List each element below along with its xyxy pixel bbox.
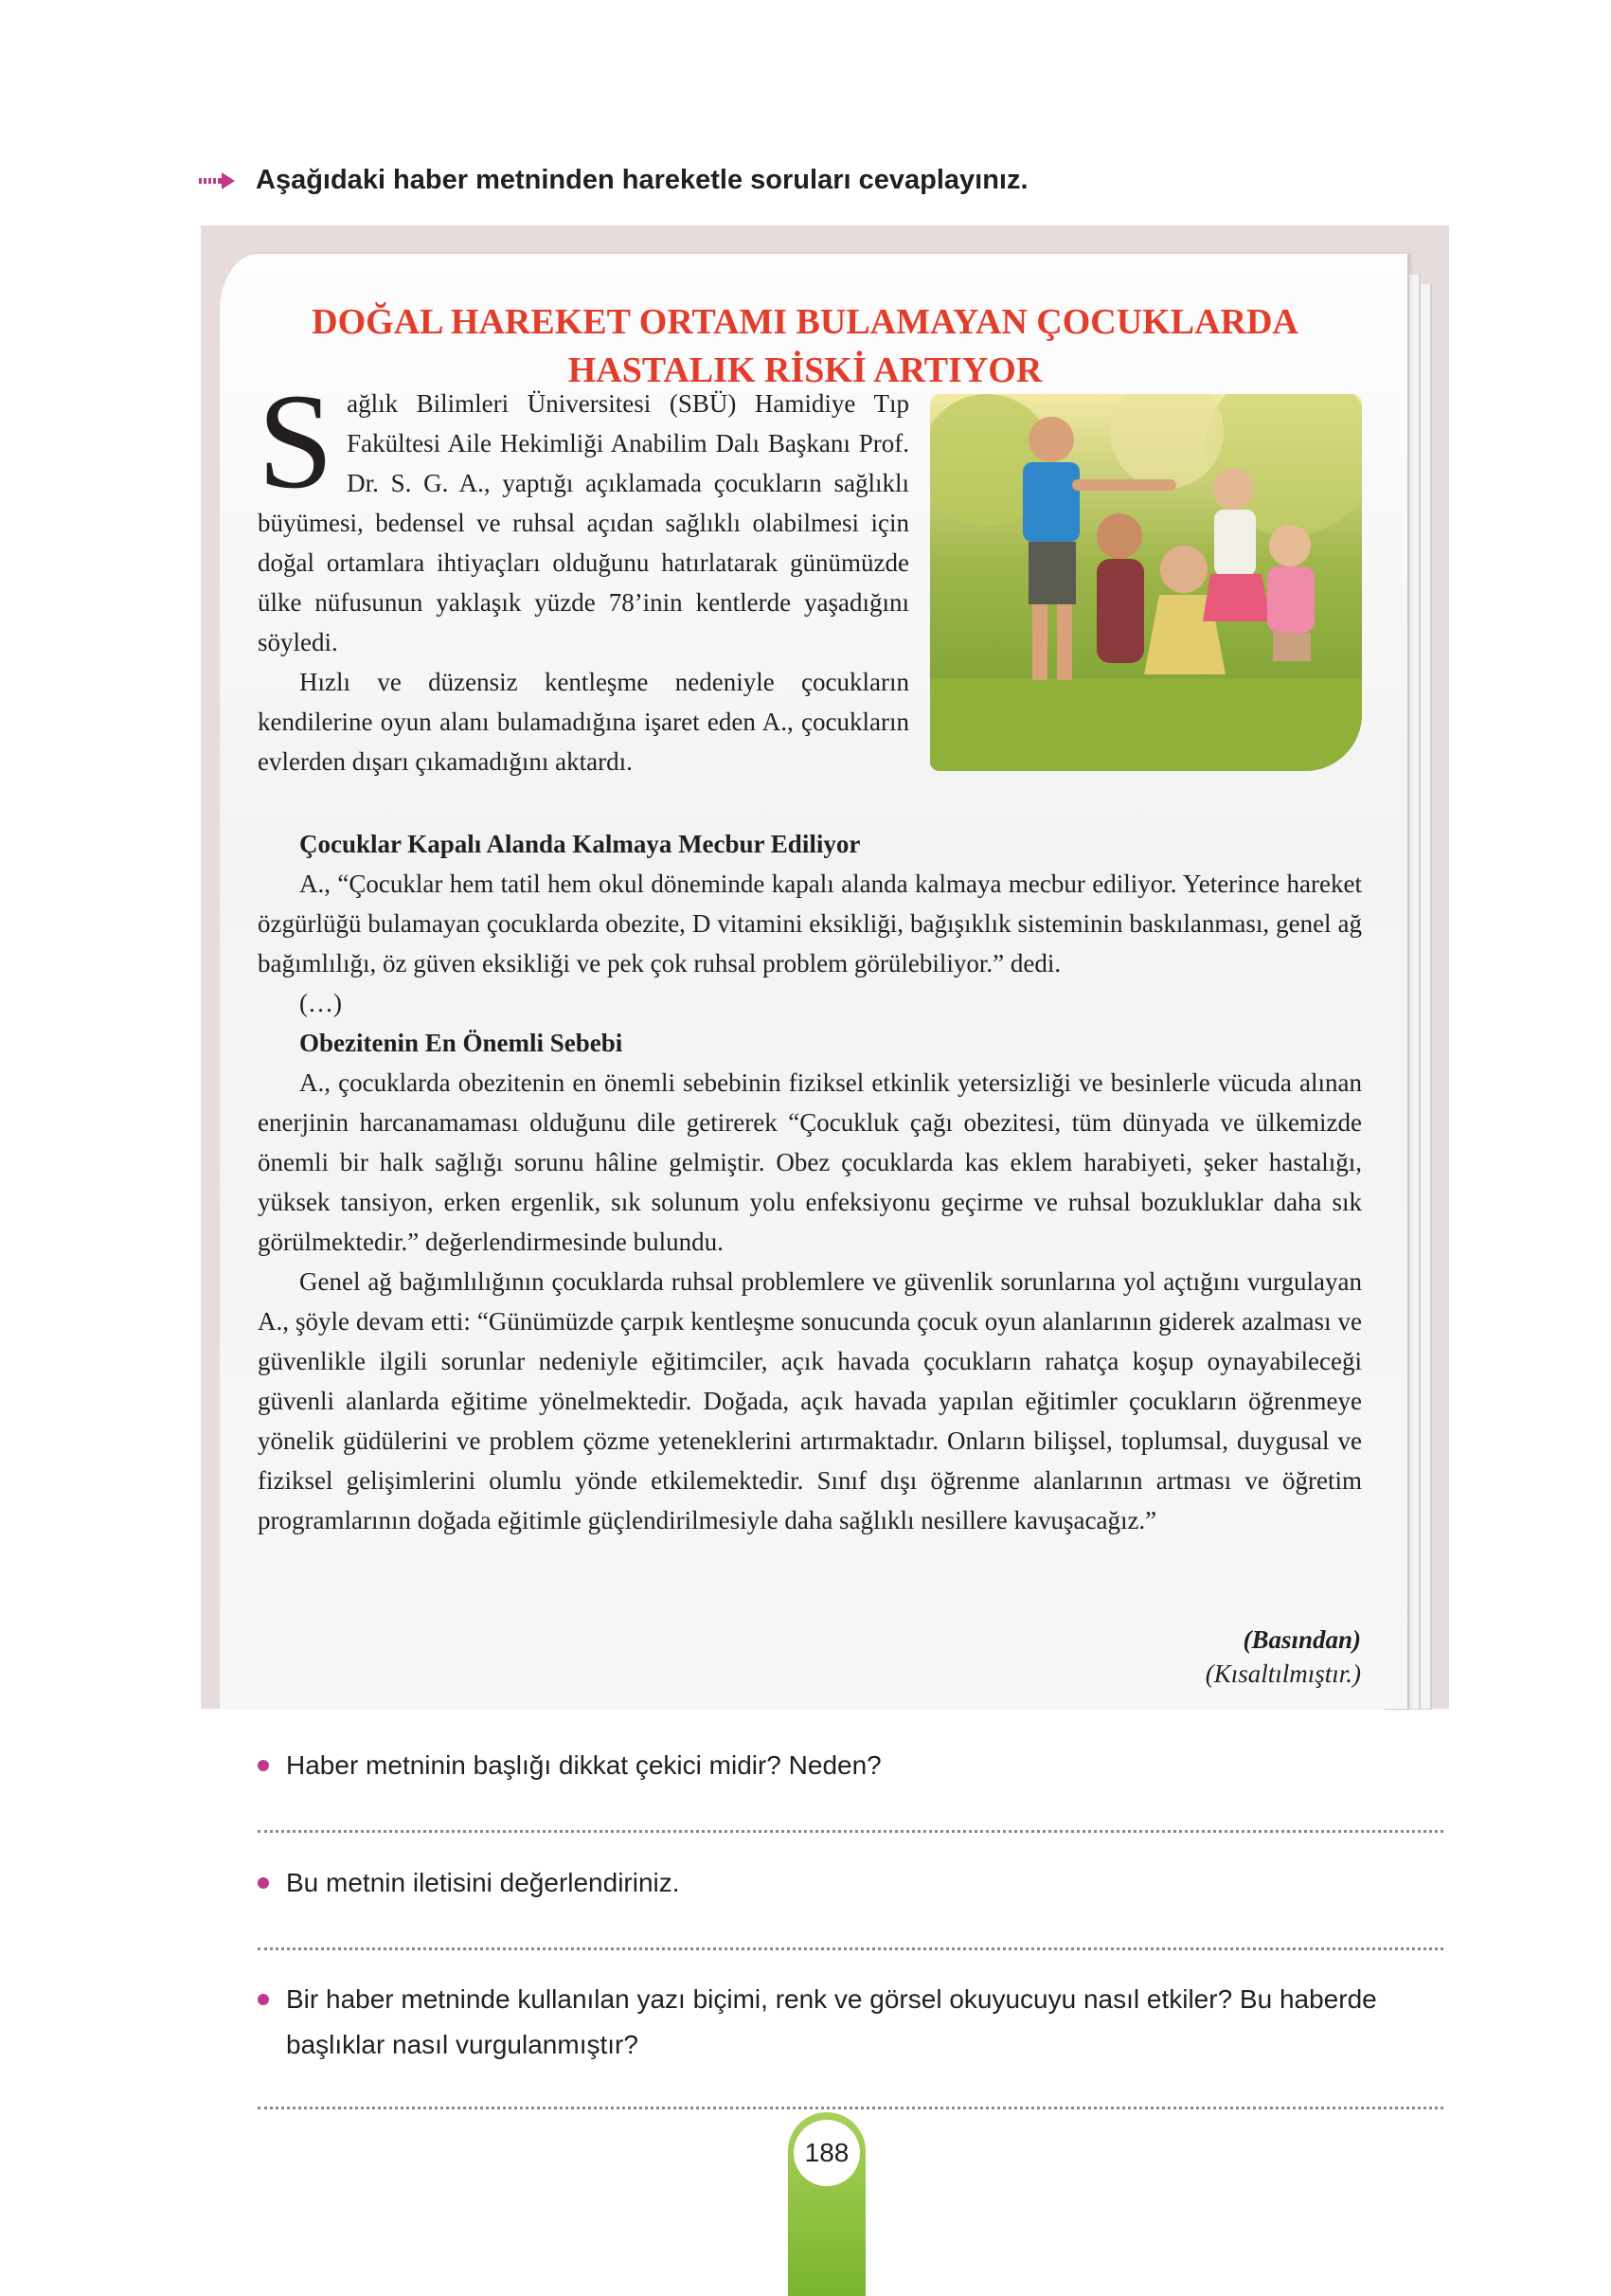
page-number-text: 188 xyxy=(804,2138,850,2167)
paragraph-3: A., “Çocuklar hem tatil hem okul döneminde kapalı alanda kalmaya mecbur ediliyor. Yeterince hareket özgürlüğü bulamayan çocuklarda obezite, D vitamini eksikliği, bağışıklık sisteminin baskılanması, genel ağ bağımlılığı, öz güven eksikliği ve pek çok ruhsal problem görülebiliyor.” dedi. xyxy=(258,870,1362,978)
subhead-1: Çocuklar Kapalı Alanda Kalmaya Mecbur Ediliyor xyxy=(299,830,861,858)
ellipsis: (…) xyxy=(299,989,342,1017)
question-2 xyxy=(258,1860,680,1906)
page-number xyxy=(794,2120,860,2186)
instruction xyxy=(199,165,1430,196)
article-headline xyxy=(227,298,1383,395)
paragraph-2: Hızlı ve düzensiz kentleşme nedeniyle çocukların kendilerine oyun alanı bulamadığına işaret eden A., çocukların evlerden dışarı çıkamadığını aktardı. xyxy=(258,668,909,776)
question-1-text: Haber metninin başlığı dikkat çekici midir? Neden? xyxy=(286,1750,882,1780)
headline-line-2: HASTALIK RİSKİ ARTIYOR xyxy=(567,350,1043,391)
question-1 xyxy=(258,1743,882,1788)
answer-line-2[interactable] xyxy=(258,1947,1443,1950)
drop-cap: S xyxy=(258,367,334,517)
bullet-icon xyxy=(258,1994,269,2005)
headline-line-1: DOĞAL HAREKET ORTAMI BULAMAYAN ÇOCUKLARDA xyxy=(312,302,1298,343)
subhead-2: Obezitenin En Önemli Sebebi xyxy=(299,1029,623,1057)
paragraph-1: ağlık Bilimleri Üniversitesi (SBÜ) Hamidiye Tıp Fakültesi Aile Hekimliği Anabilim Dalı Başkanı Prof. Dr. S. G. A., yaptığı açıklamada çocukların sağlıklı büyümesi, bedensel ve ruhsal açıdan sağlıklı olabilmesi için doğal ortamlara ihtiyaçları olduğunu hatırlatarak günümüzde ülke nüfusunun yaklaşık yüzde 78’inin kentlerde yaşadığını söyledi. xyxy=(258,389,909,656)
article-source xyxy=(1206,1623,1361,1691)
bullet-icon xyxy=(258,1877,269,1889)
shortened-note: (Kısaltılmıştır.) xyxy=(1205,1659,1361,1688)
question-2-text: Bu metnin iletisini değerlendiriniz. xyxy=(286,1868,680,1897)
source-text: (Basından) xyxy=(1243,1625,1361,1654)
children-playing-photo xyxy=(930,394,1362,771)
article-intro xyxy=(258,367,909,781)
paragraph-5: Genel ağ bağımlılığının çocuklarda ruhsal problemlere ve güvenlik sorunlarına yol açtığını vurgulayan A., şöyle devam etti: “Günümüzde çarpık kentleşme sonucunda çocuk oyun alanlarının giderek azalması ve güvenlikle ilgili sorunlar nedeniyle eğitimciler, açık havada çocukların rahatça koşup oynayabileceği güvenli alanlarda eğitime yönelmektedir. Doğada, açık havada yapılan eğitimler çocukların öğrenmeye yönelik güdülerini ve problem çözme yeteneklerini artırmaktadır. Onların bilişsel, toplumsal, duygusal ve fiziksel gelişimlerini olumlu yönde etkilemektedir. Sınıf dışı öğrenme alanlarının artması ve öğretim programlarının doğada eğitimle güçlendirilmesiyle daha sağlıklı nesillere kavuşacağız.” xyxy=(258,1267,1362,1534)
arrow-icon xyxy=(199,170,237,191)
article-body xyxy=(258,824,1362,1540)
bullet-icon xyxy=(258,1760,269,1771)
paragraph-4: A., çocuklarda obezitenin en önemli sebebinin fiziksel etkinlik yetersizliği ve besinlerle vücuda alınan enerjinin harcanamaması olduğunu dile getirerek “Çocukluk çağı obezitesi, tüm dünyada ve ülkemizde önemli bir halk sağlığı sorunu hâline gelmiştir. Obez çocuklarda kas eklem harabiyeti, şeker hastalığı, yüksek tansiyon, erken ergenlik, sık solunum yolu enfeksiyonu geçirme ve ruhsal bozukluklar daha sık görülmektedir.” değerlendirmesinde bulundu. xyxy=(258,1068,1362,1256)
answer-line-1[interactable] xyxy=(258,1830,1443,1833)
question-3-text: Bir haber metninde kullanılan yazı biçimi, renk ve görsel okuyucuyu nasıl etkiler? Bu haberde başlıklar nasıl vurgulanmıştır? xyxy=(286,1984,1377,2059)
question-3 xyxy=(258,1977,1451,2068)
instruction-text: Aşağıdaki haber metninden hareketle soruları cevaplayınız. xyxy=(256,165,1029,195)
answer-line-3[interactable] xyxy=(258,2107,1443,2109)
